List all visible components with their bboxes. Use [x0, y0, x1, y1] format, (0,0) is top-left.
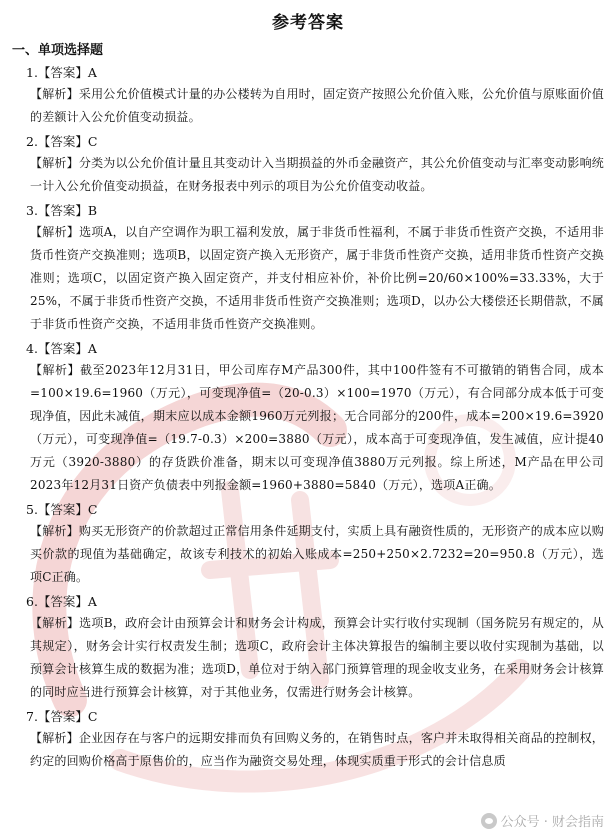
- wechat-icon: [481, 813, 497, 829]
- answer-label: 6.【答案】A: [26, 594, 97, 609]
- explanation-text: 【解析】采用公允价值模式计量的办公楼转为自用时，固定资产按照公允价值入账，公允价值与原账面价值的差额计入公允价值变动损益。: [30, 87, 604, 124]
- question-item: [12, 338, 604, 497]
- section-heading: 一、单项选择题: [12, 43, 104, 58]
- answer-label: 4.【答案】A: [26, 341, 97, 356]
- explanation-text: 【解析】购买无形资产的价款超过正常信用条件延期支付，实质上具有融资性质的，无形资产的成本应以购买价款的现值为基础确定，故该专利技术的初始入账成本=250+250×2.7232=20=950.8（万元），选项C正确。: [30, 524, 604, 584]
- answer-label: 3.【答案】B: [26, 203, 98, 218]
- question-item: [12, 591, 604, 704]
- question-item: [12, 706, 604, 773]
- question-item: [12, 200, 604, 336]
- source-credit: [481, 811, 604, 830]
- question-item: [12, 62, 604, 129]
- answer-label: 7.【答案】C: [26, 709, 98, 724]
- explanation-text: 【解析】选项A，以自产空调作为职工福利发放，属于非货币性福利，不属于非货币性资产交换，不适用非货币性资产交换准则；选项B，以固定资产换入无形资产，属于非货币性资产交换，适用非货币性资产交换准则；选项C，以固定资产换入固定资产，并支付相应补价，补价比例=20/60×100%=33.33%，大于25%，不属于非货币性资产交换，不适用非货币性资产交换准则；选项D，以办公大楼偿还长期借款，不属于非货币性资产交换，不适用非货币性资产交换准则。: [30, 225, 604, 331]
- answer-label: 2.【答案】C: [26, 134, 98, 149]
- explanation-text: 【解析】分类为以公允价值计量且其变动计入当期损益的外币金融资产，其公允价值变动与汇率变动影响统一计入公允价值变动损益，在财务报表中列示的项目为公允价值变动收益。: [30, 156, 604, 193]
- explanation-text: 【解析】选项B，政府会计由预算会计和财务会计构成，预算会计实行收付实现制（国务院另有规定的，从其规定），财务会计实行权责发生制；选项C，政府会计主体决算报告的编制主要以收付实现制为基础，以预算会计核算生成的数据为准；选项D，单位对于纳入部门预算管理的现金收支业务，在采用财务会计核算的同时应当进行预算会计核算，对于其他业务，仅需进行财务会计核算。: [30, 616, 604, 699]
- answer-label: 1.【答案】A: [26, 65, 97, 80]
- answer-label: 5.【答案】C: [26, 502, 98, 517]
- explanation-text: 【解析】截至2023年12月31日，甲公司库存M产品300件，其中100件签有不可撤销的销售合同，成本=100×19.6=1960（万元），可变现净值=（20-0.3）×100=1970（万元），有合同部分成本低于可变现净值，因此未减值，期末应以成本金额1960万元列报；无合同部分的200件，成本=200×19.6=3920（万元），可变现净值=（19.7-0.3）×200=3880（万元），成本高于可变现净值，发生减值，应计提40万元（3920-3880）的存货跌价准备，期末以可变现净值3880万元列报。综上所述，M产品在甲公司2023年12月31日资产负债表中列报金额=1960+3880=5840（万元），选项A正确。: [30, 363, 604, 492]
- question-item: [12, 499, 604, 589]
- explanation-text: 【解析】企业因存在与客户的远期安排而负有回购义务的，在销售时点，客户并未取得相关商品的控制权，约定的回购价格高于原售价的，应当作为融资交易处理，体现实质重于形式的会计信息质: [30, 731, 604, 768]
- credit-text: 公众号 · 财会指南: [500, 815, 604, 830]
- question-item: [12, 131, 604, 198]
- page-title: 参考答案: [272, 13, 344, 33]
